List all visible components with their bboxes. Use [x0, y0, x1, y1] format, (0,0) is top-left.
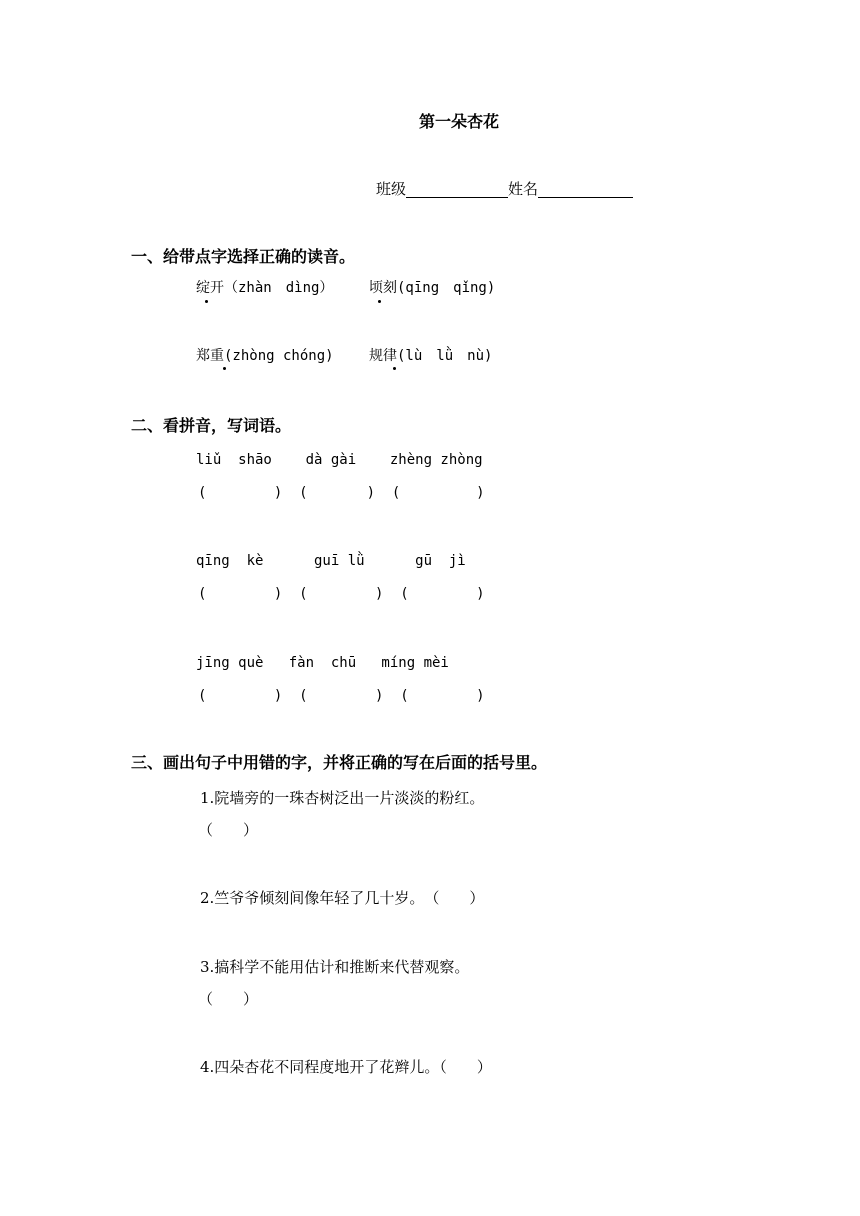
sentence-3: 3.搞科学不能用估计和推断来代替观察。 [200, 958, 470, 976]
section1-item-3: 郑重(zhòng chóng) [196, 348, 334, 364]
section1-item-4: 规律(lù lǜ nù) [369, 348, 493, 364]
emphasis-dot [393, 367, 396, 370]
sentence-1-bracket: （ ） [198, 821, 259, 839]
sentence-2: 2.竺爷爷倾刻间像年轻了几十岁。 （ ） [200, 889, 485, 907]
section1-item-1: 绽开（zhàn dìng） [196, 280, 334, 296]
pinyin-row-2: qīng kè guī lǜ gū jì [196, 553, 466, 569]
section1-item-2: 顷刻(qīng qǐng) [369, 280, 496, 296]
emphasis-dot [205, 300, 208, 303]
bracket-row-1: ( ) ( ) ( ) [198, 485, 485, 501]
section3-heading: 三、画出句子中用错的字，并将正确的写在后面的括号里。 [131, 753, 548, 772]
class-blank [406, 181, 508, 198]
emphasis-dot [223, 367, 226, 370]
pinyin-row-1: liǔ shāo dà gài zhèng zhòng [196, 452, 483, 468]
bracket-row-2: ( ) ( ) ( ) [198, 586, 485, 602]
section1-heading: 一、给带点字选择正确的读音。 [131, 247, 356, 266]
sentence-1: 1.院墙旁的一珠杏树泛出一片淡淡的粉红。 [200, 789, 485, 807]
header-fields [376, 180, 633, 198]
sentence-4: 4.四朵杏花不同程度地开了花辫儿。（ ） [200, 1058, 492, 1076]
class-label: 班级 [376, 180, 407, 198]
sentence-3-bracket: （ ） [198, 990, 259, 1008]
bracket-row-3: ( ) ( ) ( ) [198, 688, 485, 704]
emphasis-dot [378, 300, 381, 303]
pinyin-row-3: jīng què fàn chū míng mèi [196, 655, 449, 671]
section2-heading: 二、看拼音，写词语。 [131, 416, 292, 435]
name-blank [538, 181, 633, 198]
name-label: 姓名 [508, 180, 539, 198]
page-title: 第一朵杏花 [419, 112, 500, 131]
